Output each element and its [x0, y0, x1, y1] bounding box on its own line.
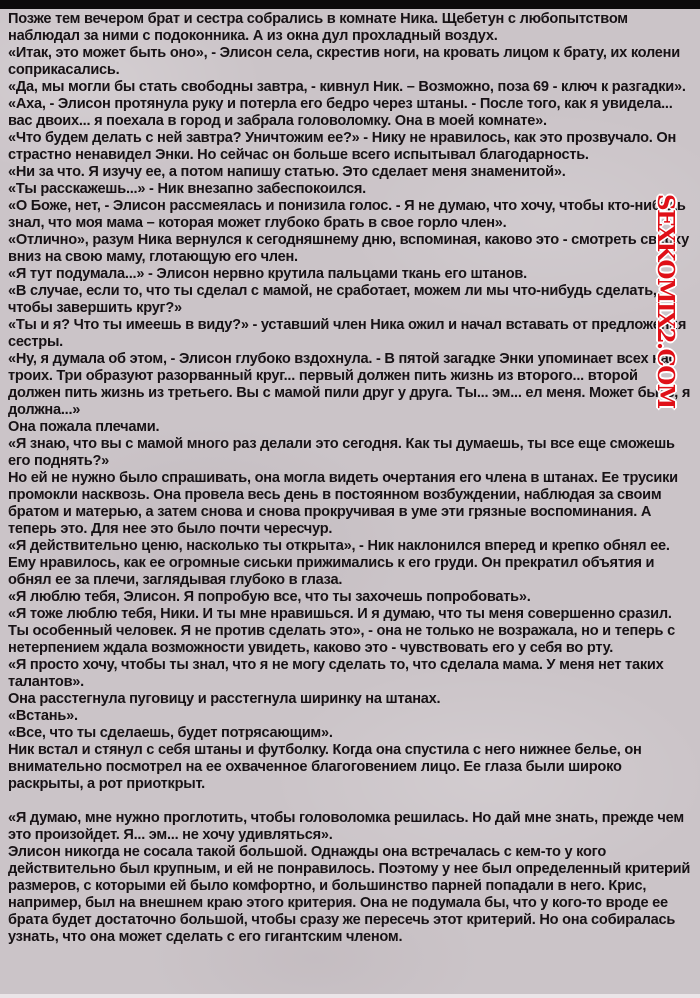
story-paragraph: «Встань». [8, 708, 78, 724]
story-paragraph: Позже тем вечером брат и сестра собрались в комнате Ника. Щебетун с любопытством наблюдал за ними с подоконника. А из окна дул прохладный воздух. [8, 11, 628, 44]
story-paragraph: «Я просто хочу, чтобы ты знал, что я не могу сделать то, что сделала мама. У меня нет таких талантов». [8, 657, 664, 690]
story-paragraph: «О Боже, нет, - Элисон рассмеялась и понизила голос. - Я не думаю, что хочу, чтобы кто-нибудь знал, что моя мама – которая может глубоко брать в свое горло член». [8, 198, 686, 231]
top-border [0, 0, 700, 9]
story-paragraph: «Ты расскажешь...» - Ник внезапно забеспокоился. [8, 181, 366, 197]
story-paragraph: «Я знаю, что вы с мамой много раз делали это сегодня. Как ты думаешь, ты все еще сможешь его поднять?» [8, 436, 675, 469]
story-text [8, 11, 694, 946]
story-paragraph: «Ты и я? Что ты имеешь в виду?» - уставший член Ника ожил и начал вставать от предложения сестры. [8, 317, 687, 350]
story-paragraph: Элисон никогда не сосала такой большой. Однажды она встречалась с кем-то у кого действительно был крупным, и ей не понравилось. Поэтому у нее был определенный критерий размеров, с которыми ей было комфортно, и большинство парней попадали в него. Крис, например, был на внешнем краю этого критерия. Она не подумала бы, что у кого-то вроде ее брата будет достаточно большой, чтобы сразу же пересечь этот критерий. Но она собиралась узнать, что она может сделать с его гигантским членом. [8, 844, 691, 945]
story-paragraph: «Ну, я думала об этом, - Элисон глубоко вздохнула. - В пятой загадке Энки упоминает всех нас троих. Три образуют разорванный круг... первый должен пить жизнь из второго... второй должен пить жизнь из третьего. Вы с мамой пили друг у друга. Ты... эм... ел меня. Может быть, я должна...» [8, 351, 691, 418]
story-paragraph: «Я тут подумала...» - Элисон нервно крутила пальцами ткань его штанов. [8, 266, 527, 282]
story-paragraph: «Я люблю тебя, Элисон. Я попробую все, что ты захочешь попробовать». [8, 589, 531, 605]
story-paragraph: «Отлично», разум Ника вернулся к сегодняшнему дню, вспоминая, каково это - смотреть сверху вниз на свою маму, глотающую его член. [8, 232, 689, 265]
story-paragraph: «Итак, это может быть оно», - Элисон села, скрестив ноги, на кровать лицом к брату, их колени соприкасались. [8, 45, 680, 78]
story-paragraph: Она пожала плечами. [8, 419, 160, 435]
story-paragraph: «Я тоже люблю тебя, Ники. И ты мне нравишься. И я думаю, что ты меня совершенно сразил. Ты особенный человек. Я не против сделать это», - она не только не возражала, но и теперь с нетерпением ждала возможности увидеть, каково это - чувствовать его у себя во рту. [8, 606, 675, 656]
watermark-sexkomix2: SEXKOMIX2.COM [652, 194, 679, 408]
story-paragraph: «Да, мы могли бы стать свободны завтра, - кивнул Ник. – Возможно, поза 69 - ключ к разгадки». [8, 79, 686, 95]
story-paragraph: «Что будем делать с ней завтра? Уничтожим ее?» - Нику не нравилось, как это прозвучало. Он страстно ненавидел Энки. Но сейчас он больше всего испытывал благодарность. [8, 130, 677, 163]
story-paragraph: «В случае, если то, что ты сделал с мамой, не сработает, можем ли мы что-нибудь сделать, чтобы завершить круг?» [8, 283, 657, 316]
story-paragraph: «Аха, - Элисон протянула руку и потерла его бедро через штаны. - После того, как я увидела... вас двоих... я поехала в город и забрала головоломку. Она в моей комнате». [8, 96, 673, 129]
story-paragraph: «Ни за что. Я изучу ее, а потом напишу статью. Это сделает меня знаменитой». [8, 164, 566, 180]
story-paragraph: Ник встал и стянул с себя штаны и футболку. Когда она спустила с него нижнее белье, он внимательно посмотрел на ее охваченное благоговением лицо. Ее глаза были широко раскрыты, а рот приоткрыт. [8, 742, 642, 792]
story-paragraph: Она расстегнула пуговицу и расстегнула ширинку на штанах. [8, 691, 441, 707]
story-paragraph: «Я действительно ценю, насколько ты открыта», - Ник наклонился вперед и крепко обнял ее. Ему нравилось, как ее огромные сиськи прижимались к его груди. Он прекратил объятия и обнял ее за плечи, заглядывая глубоко в глаза. [8, 538, 670, 588]
story-paragraph: «Я думаю, мне нужно проглотить, чтобы головоломка решилась. Но дай мне знать, прежде чем это произойдет. Я... эм... не хочу удивляться». [8, 810, 684, 843]
bottom-edge [0, 994, 700, 998]
story-paragraph: «Все, что ты сделаешь, будет потрясающим». [8, 725, 333, 741]
story-paragraph: Но ей не нужно было спрашивать, она могла видеть очертания его члена в штанах. Ее трусики промокли насквозь. Она провела весь день в постоянном возбуждении, наблюдая за своим братом и матерью, а затем снова и снова прокручивая в уме эти грязные воспоминания. А теперь это. Для нее это было почти чересчур. [8, 470, 678, 537]
